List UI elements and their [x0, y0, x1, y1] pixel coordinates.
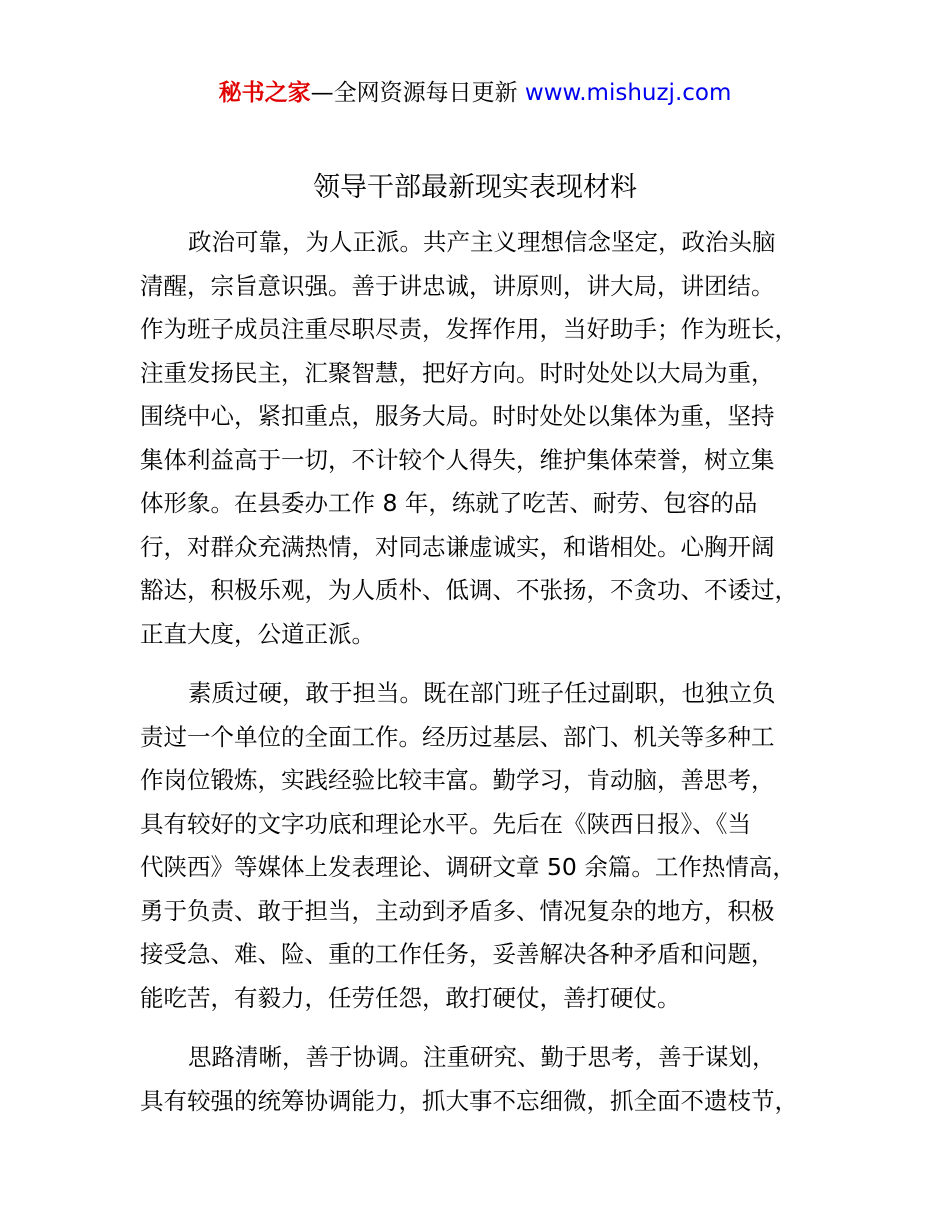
paragraph-line: 围绕中心，紧扣重点，服务大局。时时处处以集体为重，坚持: [140, 402, 775, 430]
paragraph: [140, 1036, 820, 1123]
document-title: 领导干部最新现实表现材料: [313, 172, 637, 203]
paragraph-line: 集体利益高于一切，不计较个人得失，维护集体荣誉，树立集: [140, 445, 775, 474]
paragraph-line: 政治可靠，为人正派。共产主义理想信念坚定，政治头脑: [188, 228, 776, 256]
paragraph-line: 作为班子成员注重尽职尽责，发挥作用，当好助手；作为班长，: [140, 315, 798, 343]
paragraph-line: 思路清晰，善于协调。注重研究、勤于思考，善于谋划，: [188, 1043, 776, 1071]
paragraph-line: 接受急、难、险、重的工作任务，妥善解决各种矛盾和问题，: [140, 940, 775, 968]
paragraph-line: 责过一个单位的全面工作。经历过基层、部门、机关等多种工: [140, 722, 775, 751]
paragraph-line: 豁达，积极乐观，为人质朴、低调、不张扬，不贪功、不诿过，: [140, 576, 798, 604]
paragraph-line: 勇于负责、敢于担当，主动到矛盾多、情况复杂的地方，积极: [140, 896, 775, 925]
paragraph-line: 具有较强的统筹协调能力，抓大事不忘细微，抓全面不遗枝节，: [140, 1086, 798, 1115]
paragraph-line: 作岗位锻炼，实践经验比较丰富。勤学习，肯动脑，善思考，: [140, 766, 775, 794]
paragraph: [140, 221, 820, 656]
site-header: [0, 76, 950, 110]
site-url-link[interactable]: www.mishuzj.com: [524, 80, 732, 106]
paragraph-line: 具有较好的文字功底和理论水平。先后在《陕西日报》、《当: [140, 809, 751, 838]
paragraph-line: 行，对群众充满热情，对同志谦虚诚实，和谐相处。心胸开阔: [140, 532, 775, 561]
paragraph-line: 正直大度，公道正派。: [140, 619, 375, 648]
paragraph-line: 体形象。在县委办工作 8 年，练就了吃苦、耐劳、包容的品: [140, 489, 758, 517]
paragraph-line: 代陕西》等媒体上发表理论、调研文章 50 余篇。工作热情高，: [140, 853, 796, 881]
paragraph-line: 注重发扬民主，汇聚智慧，把好方向。时时处处以大局为重，: [140, 358, 775, 387]
paragraph-line: 素质过硬，敢于担当。既在部门班子任过副职，也独立负: [188, 679, 776, 707]
paragraph: [140, 672, 820, 1020]
paragraph-line: 清醒，宗旨意识强。善于讲忠诚，讲原则，讲大局，讲团结。: [140, 271, 775, 300]
paragraph-line: 能吃苦，有毅力，任劳任怨，敢打硬仗，善打硬仗。: [140, 983, 681, 1012]
document-body: [140, 221, 820, 1123]
site-brand: 秘书之家: [218, 80, 311, 106]
site-slogan: —全网资源每日更新: [310, 80, 525, 106]
